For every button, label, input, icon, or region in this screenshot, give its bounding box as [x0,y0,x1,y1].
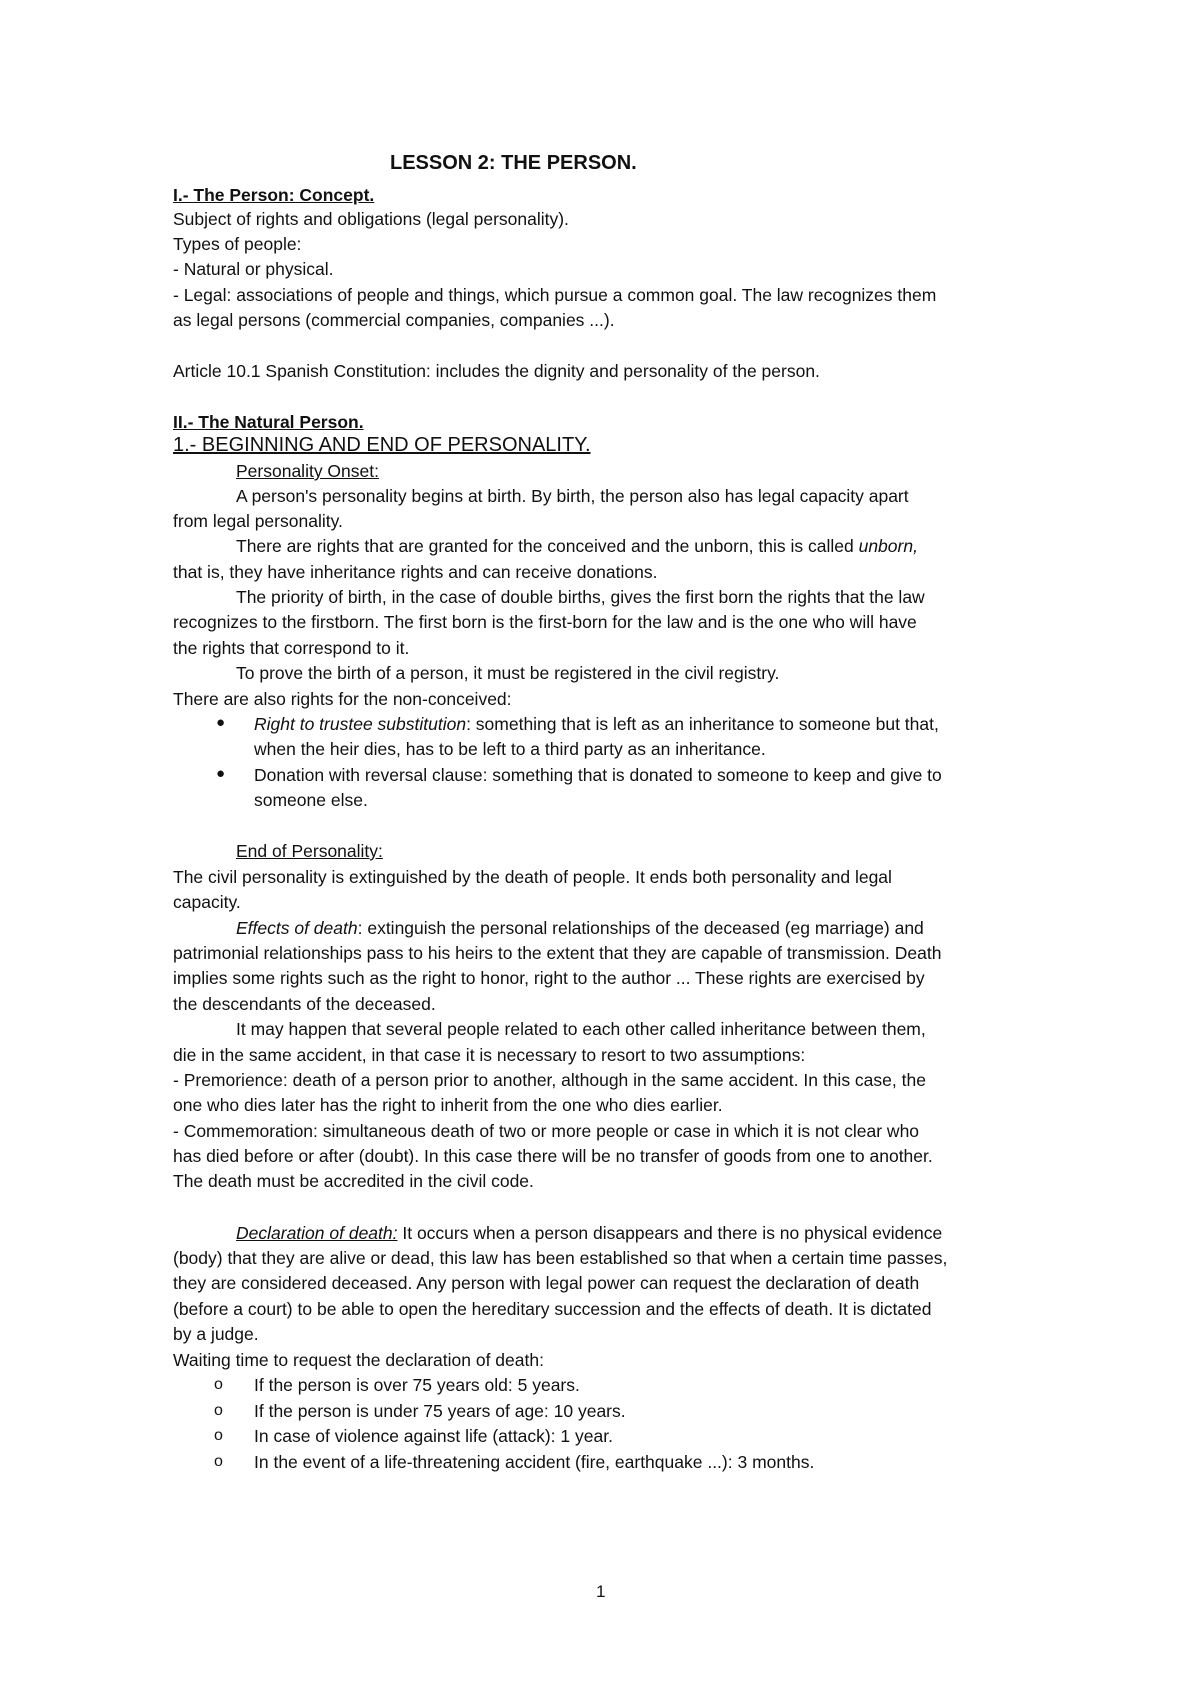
list-item: Donation with reversal clause: something that is donated to someone to keep and give to [254,765,942,785]
list-item: In the event of a life-threatening accident (fire, earthquake ...): 3 months. [254,1452,815,1472]
text-span: : extinguish the personal relationships of the deceased (eg marriage) and [357,918,924,938]
list-item-continuation: someone else. [254,790,368,810]
list-item: If the person is over 75 years old: 5 years. [254,1375,580,1395]
list-item: If the person is under 75 years of age: 10 years. [254,1401,626,1421]
end-heading: End of Personality: [236,841,383,861]
paragraph-line: - Natural or physical. [173,259,334,279]
paragraph-line: the descendants of the deceased. [173,994,436,1014]
paragraph-line: Subject of rights and obligations (legal personality). [173,209,569,229]
paragraph-line: Waiting time to request the declaration of death: [173,1350,544,1370]
paragraph-line: as legal persons (commercial companies, companies ...). [173,310,615,330]
paragraph-line: Types of people: [173,234,302,254]
bullet-icon: ● [216,765,226,782]
text-span-italic: unborn, [858,536,918,556]
paragraph-line: capacity. [173,892,241,912]
text-span-italic: Right to trustee substitution [254,714,467,734]
circle-bullet-icon: o [214,1453,223,1470]
paragraph-line: A person's personality begins at birth. By birth, the person also has legal capacity apart [236,486,909,506]
text-span: It occurs when a person disappears and there is no physical evidence [397,1223,943,1243]
paragraph-line: patrimonial relationships pass to his heirs to the extent that they are capable of transmission. Death [173,943,942,963]
subsection-heading: 1.- BEGINNING AND END OF PERSONALITY. [173,434,591,456]
paragraph-line [236,535,918,557]
paragraph-line: they are considered deceased. Any person with legal power can request the declaration of death [173,1273,920,1293]
paragraph-line: die in the same accident, in that case it is necessary to resort to two assumptions: [173,1045,806,1065]
paragraph-line: (body) that they are alive or dead, this law has been established so that when a certain time passes, [173,1248,948,1268]
paragraph-line: The priority of birth, in the case of double births, gives the first born the rights that the law [236,587,925,607]
paragraph-line: implies some rights such as the right to honor, right to the author ... These rights are exercised by [173,968,925,988]
paragraph-line: - Premorience: death of a person prior to another, although in the same accident. In this case, the [173,1070,926,1090]
paragraph-line: - Legal: associations of people and things, which pursue a common goal. The law recognizes them [173,285,937,305]
paragraph-line: recognizes to the firstborn. The first born is the first-born for the law and is the one who will have [173,612,917,632]
paragraph-line: the rights that correspond to it. [173,638,410,658]
paragraph-line: There are also rights for the non-conceived: [173,689,512,709]
text-span: : something that is left as an inheritance to someone but that, [466,714,939,734]
list-item: In case of violence against life (attack): 1 year. [254,1426,613,1446]
paragraph-line: by a judge. [173,1324,259,1344]
paragraph-line: - Commemoration: simultaneous death of two or more people or case in which it is not clear who [173,1121,920,1141]
paragraph-line: one who dies later has the right to inherit from the one who dies earlier. [173,1095,723,1115]
section-1-heading: I.- The Person: Concept. [173,185,375,205]
paragraph-line: has died before or after (doubt). In this case there will be no transfer of goods from one to another. [173,1146,933,1166]
paragraph-line: (before a court) to be able to open the hereditary succession and the effects of death. It is dictated [173,1299,932,1319]
paragraph-line: Article 10.1 Spanish Constitution: includes the dignity and personality of the person. [173,361,820,381]
list-item [254,713,939,735]
text-span-italic: Effects of death [236,918,358,938]
circle-bullet-icon: o [214,1402,223,1419]
list-item-continuation: when the heir dies, has to be left to a third party as an inheritance. [254,739,766,759]
paragraph-line: The civil personality is extinguished by the death of people. It ends both personality and legal [173,867,892,887]
page-number: 1 [596,1582,606,1601]
paragraph-line: To prove the birth of a person, it must be registered in the civil registry. [236,663,780,683]
paragraph-line: from legal personality. [173,511,343,531]
paragraph-line: The death must be accredited in the civil code. [173,1171,534,1191]
paragraph-line [236,1222,942,1244]
bullet-icon: ● [216,714,226,731]
paragraph-line [236,917,924,939]
paragraph-line: It may happen that several people related to each other called inheritance between them, [236,1019,926,1039]
circle-bullet-icon: o [214,1427,223,1444]
paragraph-line: that is, they have inheritance rights and can receive donations. [173,562,658,582]
page-title: LESSON 2: THE PERSON. [390,152,637,174]
circle-bullet-icon: o [214,1376,223,1393]
text-span-italic-underlined: Declaration of death: [236,1223,398,1243]
text-span: There are rights that are granted for the conceived and the unborn, this is called [236,536,859,556]
section-2-heading: II.- The Natural Person. [173,412,364,432]
onset-heading: Personality Onset: [236,461,379,481]
